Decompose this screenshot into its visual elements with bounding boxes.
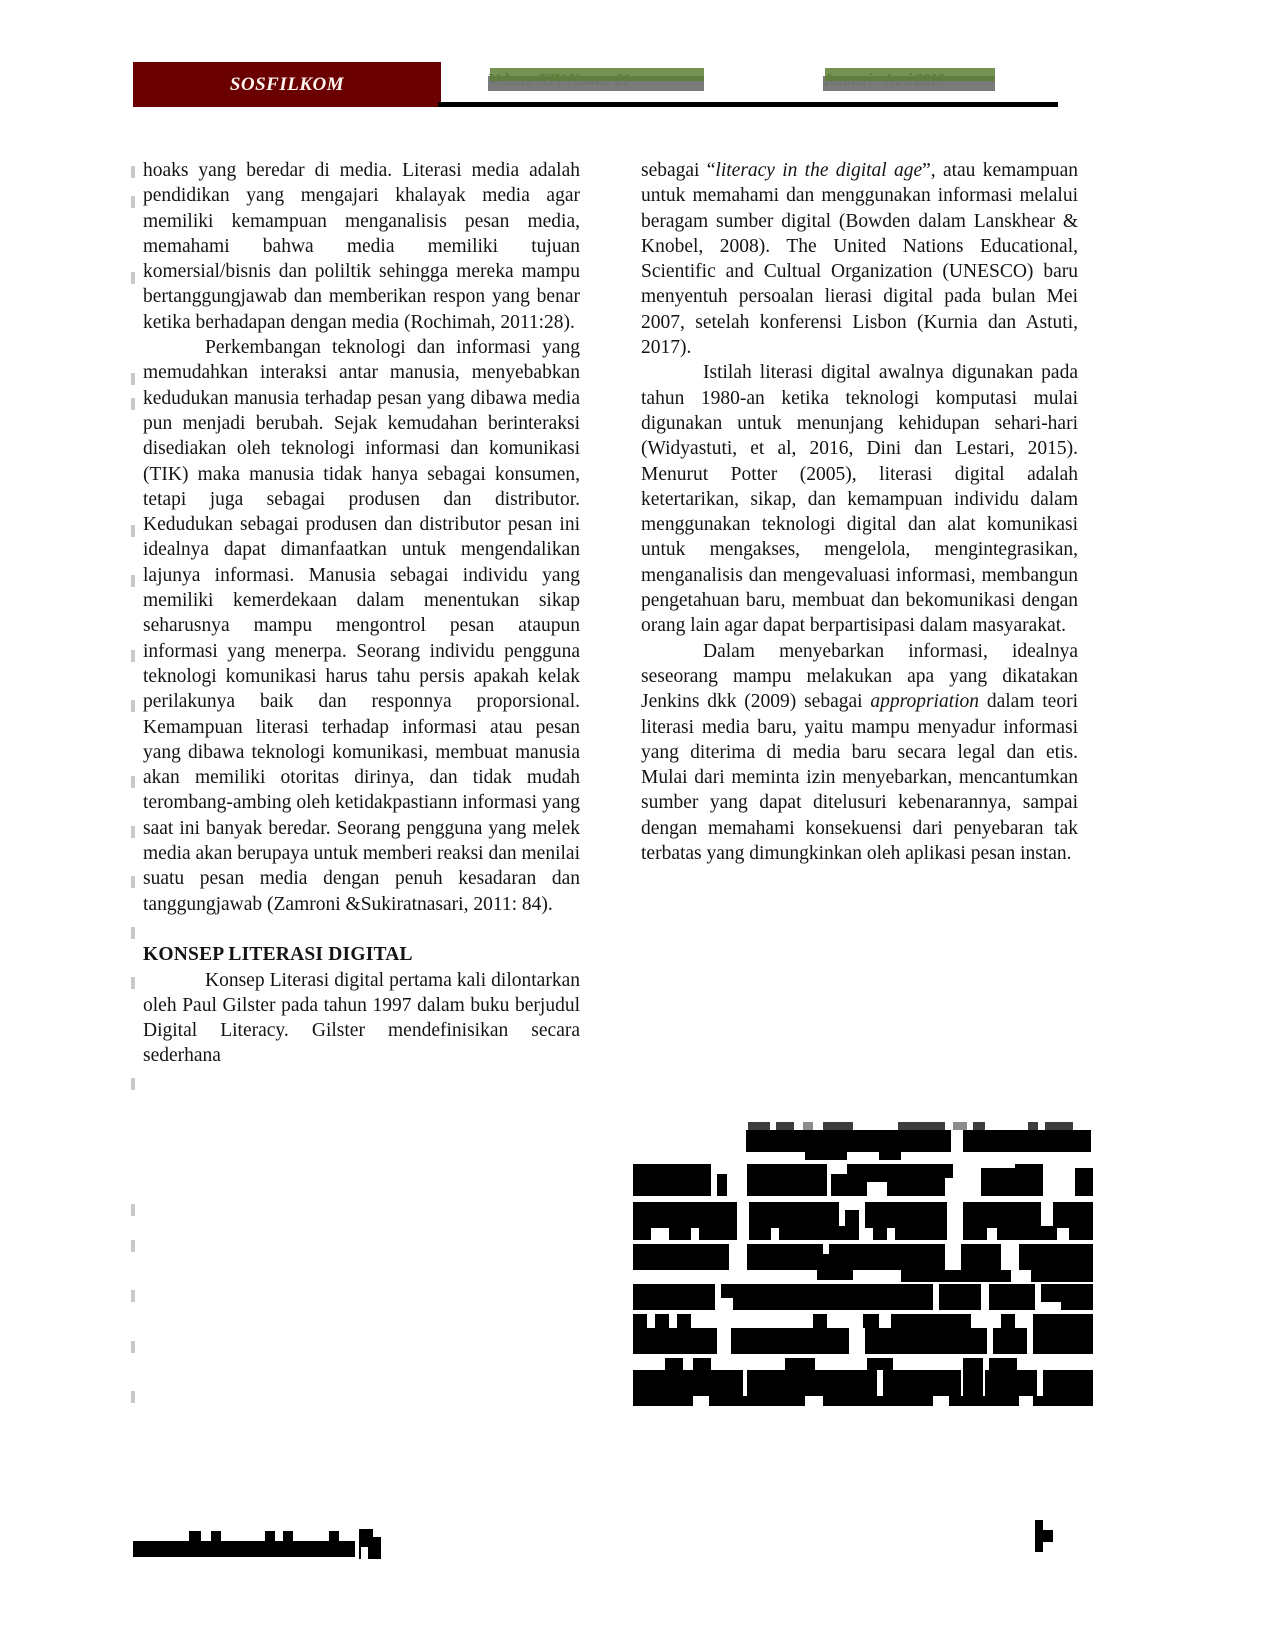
header-date-smear-2 xyxy=(825,68,995,81)
journal-badge xyxy=(133,62,441,107)
header-rule xyxy=(447,102,1058,107)
footer-page-number-obscured xyxy=(1035,1520,1063,1552)
paragraph: Perkembangan teknologi dan informasi yang memudahkan interaksi antar manusia, menyebabkan kedudukan manusia terhadap pesan yang dibawa media pun menjadi berubah. Sejak kemudahan berinteraksi disediakan oleh teknologi informasi dan komunikasi (TIK) maka manusia tidak hanya sebagai konsumen, tetapi juga sebagai produsen dan distributor. Kedudukan sebagai produsen dan distributor pesan ini idealnya dapat dimanfaatkan untuk mengendalikan lajunya informasi. Manusia sebagai individu yang memiliki kemerdekaan dalam menentukan sikap seharusnya mampu mengontrol pesan ataupun informasi yang menerpa. Seorang individu pengguna teknologi komunikasi harus tahu persis apakah kelak perilakunya baik dan responnya proporsional. Kemampuan literasi terhadap informasi atau pesan yang dibawa teknologi komunikasi, membuat manusia akan memiliki otoritas dirinya, dan tidak mudah terombang-ambing oleh ketidakpastiann informasi yang saat ini banyak beredar. Seorang pengguna yang melek media akan berupaya untuk memberi reaksi dan menilai suatu pesan media dengan penuh kesadaran dan tanggungjawab (Zamroni &Sukiratnasari, 2011: 84). xyxy=(143,337,580,915)
header-date-obscured xyxy=(823,62,1003,98)
redacted-figure xyxy=(633,1122,1088,1406)
journal-badge-label: SOSFILKOM xyxy=(229,73,345,95)
text-run: Istilah literasi digital awalnya digunakan pada tahun 1980-an ketika teknologi komputasi mulai digunakan untuk menunjang kehidupan sehari-hari (Widyastuti, et al, 2016, Dini dan Lestari, 2015). Menurut Potter (2005), literasi digital adalah ketertarikan, sikap, dan kemampuan individu dalam menggunakan teknologi digital dan alat komunikasi untuk mengakses, mengelola, mengintegrasikan, menganalisis dan mengevaluasi informasi, membangun pengetahuan baru, membuat dan bekomunikasi dengan orang lain agar dapat berpartisipasi dalam masyarakat. xyxy=(641,362,1078,637)
page-header xyxy=(133,62,1058,112)
paragraph-spacer xyxy=(143,917,580,942)
footer-left-obscured xyxy=(133,1527,408,1557)
column-right xyxy=(641,158,1078,866)
paragraph: hoaks yang beredar di media. Literasi media adalah pendidikan yang mengajari khalayak media agar memiliki kemampuan menganalisis pesan media, memahami bahwa media memiliki tujuan komersial/bisnis dan poliltik sehingga mereka mampu bertanggungjawab dan memberikan respon yang benar ketika berhadapan dengan media (Rochimah, 2011:28). xyxy=(143,160,580,333)
paragraph xyxy=(641,158,1078,360)
paragraph xyxy=(641,639,1078,867)
header-volume-obscured xyxy=(488,62,713,98)
paragraph: Konsep Literasi digital pertama kali dilontarkan oleh Paul Gilster pada tahun 1997 dalam buku berjudul Digital Literacy. Gilster mendefinisikan secara sederhana xyxy=(143,969,580,1067)
column-left xyxy=(143,158,580,1069)
paragraph xyxy=(641,360,1078,638)
text-run: ”, atau kemampuan untuk memahami dan menggunakan informasi melalui beragam sumber digital (Bowden dalam Lanskhear & Knobel, 2008). The United Nations Educational, Scientific and Cultual Organization (UNESCO) baru menyentuh persoalan lierasi digital pada bulan Mei 2007, setelah konferensi Lisbon (Kurnia dan Astuti, 2017). xyxy=(641,160,1078,359)
text-run-italic: appropriation xyxy=(870,691,980,713)
text-run-italic: literacy in the digital age xyxy=(715,160,923,181)
text-run: dalam teori literasi media baru, yaitu mampu menyadur informasi yang diterima di media baru secara legal dan etis. Mulai dari meminta izin menyebarkan, mencantumkan sumber yang dapat ditelusuri kebenarannya, sampai dengan memahami konsekuensi dari penyebaran tak terbatas yang dimungkinkan oleh aplikasi pesan instan. xyxy=(641,691,1078,865)
text-run: Dalam menyebarkan informasi, idealnya seseorang mampu melakukan apa yang dikatakan Jenkins dkk (2009) sebagai xyxy=(641,640,1078,713)
text-run: sebagai “ xyxy=(641,160,716,181)
header-volume-smear-2 xyxy=(490,68,704,81)
section-heading: KONSEP LITERASI DIGITAL xyxy=(143,944,413,966)
